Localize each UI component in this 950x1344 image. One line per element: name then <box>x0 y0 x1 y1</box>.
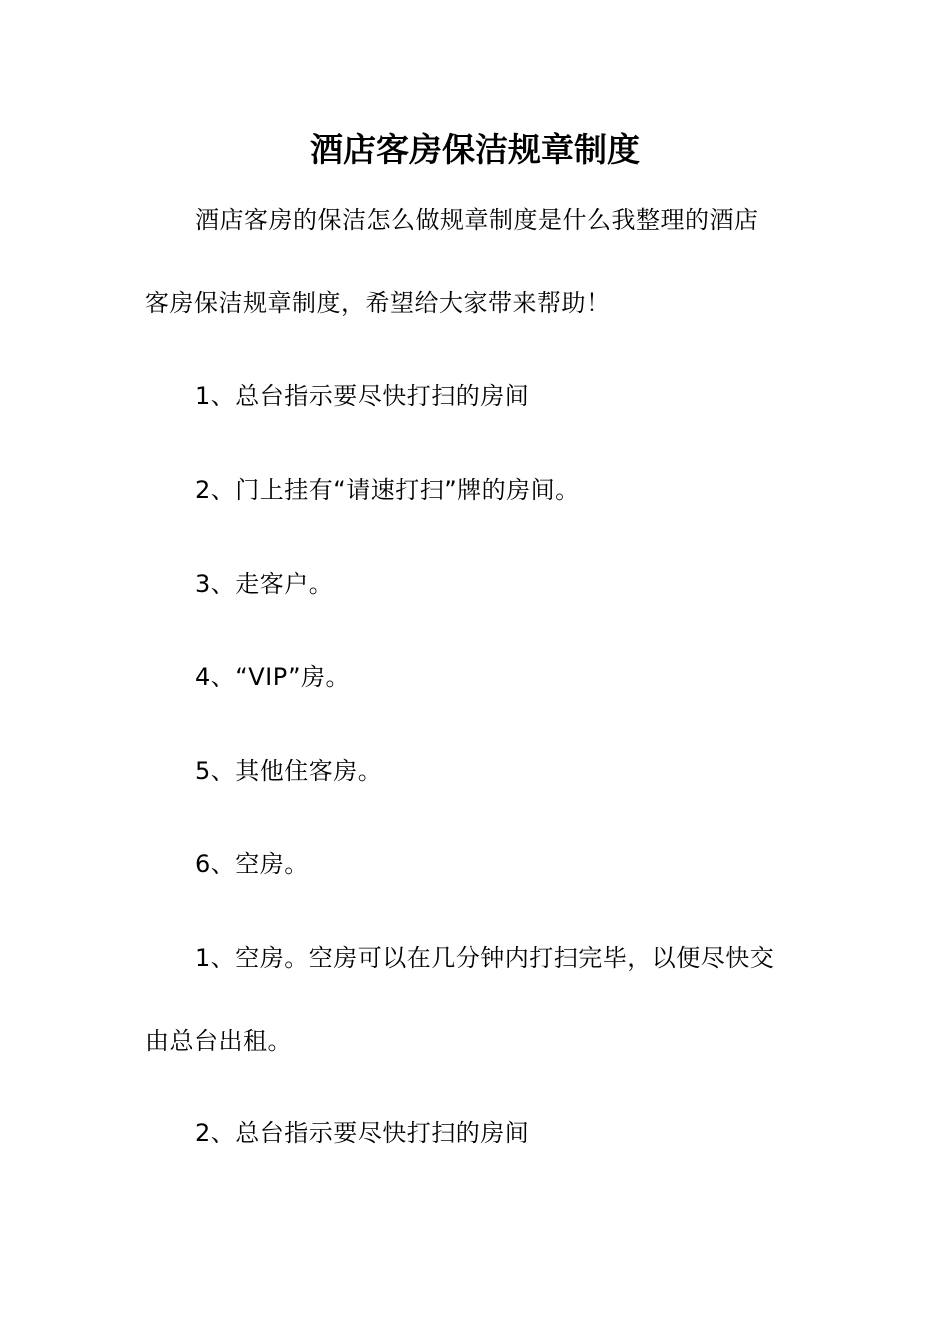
list-item: 1、总台指示要尽快打扫的房间 <box>195 382 530 410</box>
document-title: 酒店客房保洁规章制度 <box>310 130 640 169</box>
list-item: 6、空房。 <box>195 850 309 878</box>
list-item: 3、走客户。 <box>195 570 334 598</box>
intro-line-2: 客房保洁规章制度，希望给大家带来帮助！ <box>145 289 611 317</box>
list-item: 2、门上挂有“请速打扫”牌的房间。 <box>195 476 580 504</box>
list-item: 2、总台指示要尽快打扫的房间 <box>195 1119 530 1147</box>
paragraph-line-2: 由总台出租。 <box>145 1027 292 1055</box>
intro-line-1: 酒店客房的保洁怎么做规章制度是什么我整理的酒店 <box>195 206 759 234</box>
paragraph-line-1: 1、空房。空房可以在几分钟内打扫完毕，以便尽快交 <box>195 944 775 972</box>
list-item: 5、其他住客房。 <box>195 757 383 785</box>
list-item: 4、“VIP”房。 <box>195 663 351 691</box>
